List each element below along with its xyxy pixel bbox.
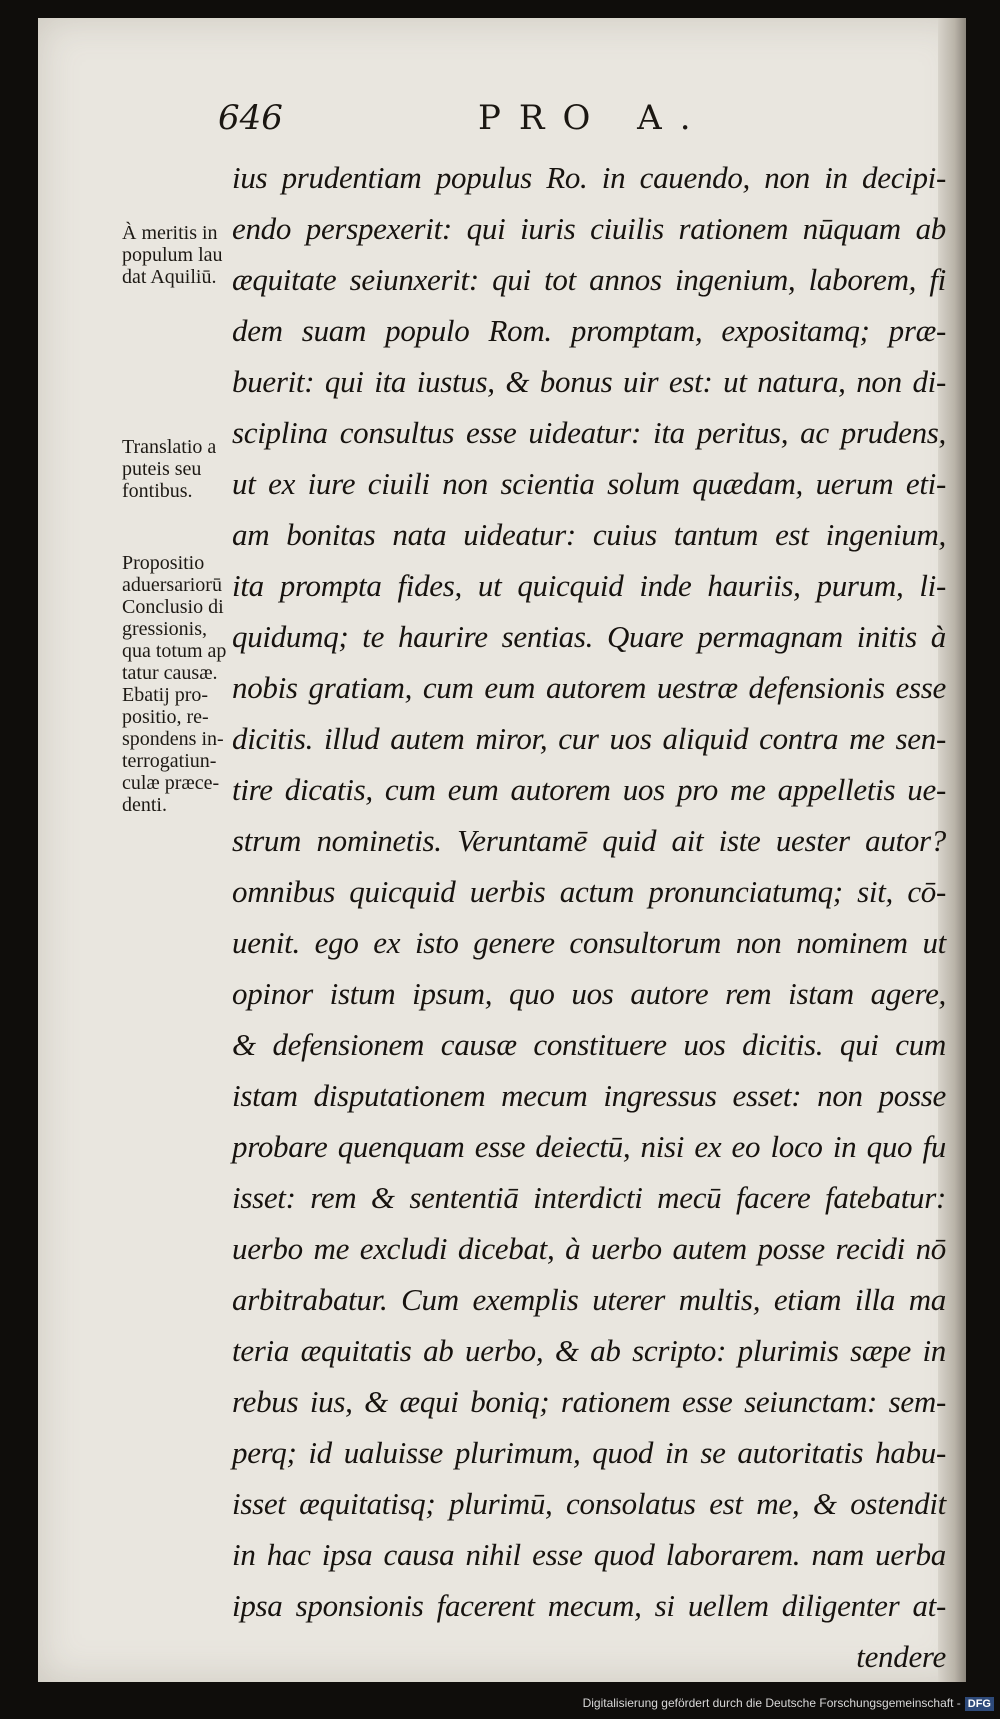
marginal-line: Conclusio di [122,596,224,618]
text-line: strum nominetis. Veruntamē quid ait iste uester autor? [232,823,946,858]
text-line: sciplina consultus esse uideatur: ita peritus, ac prudens, [232,415,946,450]
text-line: opinor istum ipsum, quo uos autore rem istam agere, [232,976,946,1011]
book-page [38,18,966,1682]
main-text-block [232,152,946,1682]
text-line: ius prudentiam populus Ro. in cauendo, non in decipi- [232,160,946,195]
marginal-line: dat Aquiliū. [122,266,217,288]
marginal-line: aduersariorū [122,574,222,596]
marginal-line: populum lau [122,244,223,266]
text-line: rebus ius, & æqui boniq; rationem esse seiunctam: sem- [232,1384,946,1419]
text-line: & defensionem causæ constituere uos dicitis. qui cum [232,1027,946,1062]
marginal-note-3 [122,552,290,816]
text-line: ita prompta fides, ut quicquid inde hauriis, purum, li- [232,568,946,603]
text-line: perq; id ualuisse plurimum, quod in se autoritatis habu- [232,1435,946,1470]
text-line: buerit: qui ita iustus, & bonus uir est: ut natura, non di- [232,364,946,399]
text-line: nobis gratiam, cum eum autorem uestræ defensionis esse [232,670,946,705]
text-line: probare quenquam esse deiectū, nisi ex eo loco in quo fu [232,1129,946,1164]
text-line: endo perspexerit: qui iuris ciuilis rationem nūquam ab [232,211,946,246]
text-line: quidumq; te haurire sentias. Quare permagnam initis à [232,619,946,654]
marginal-line: denti. [122,794,167,816]
marginal-line: Ebatij pro- [122,684,209,706]
running-head [218,98,778,148]
text-line: in hac ipsa causa nihil esse quod laborarem. nam uerba [232,1537,946,1572]
text-line: uerbo me excludi dicebat, à uerbo autem posse recidi nō [232,1231,946,1266]
text-line: teria æquitatis ab uerbo, & ab scripto: plurimis sæpe in [232,1333,946,1368]
marginal-line: Translatio a [122,436,217,458]
marginal-line: terrogatiun- [122,750,217,772]
text-line: æquitate seiunxerit: qui tot annos ingenium, laborem, fi [232,262,946,297]
marginal-line: fontibus. [122,480,193,502]
text-line: ut ex iure ciuili non scientia solum quædam, uerum eti- [232,466,946,501]
text-line: istam disputationem mecum ingressus esset: non posse [232,1078,946,1113]
marginal-line: puteis seu [122,458,202,480]
dfg-logo: DFG [965,1697,994,1711]
text-line: dicitis. illud autem miror, cur uos aliquid contra me sen- [232,721,946,756]
text-line: uenit. ego ex isto genere consultorum non nominem ut [232,925,946,960]
marginal-line: positio, re- [122,706,209,728]
text-line: arbitrabatur. Cum exemplis uterer multis, etiam illa ma [232,1282,946,1317]
marginal-line: qua totum ap [122,640,227,662]
footer-credit: Digitalisierung gefördert durch die Deutsche Forschungsgemeinschaft - [582,1696,961,1710]
text-line: isset: rem & sententiā interdicti mecū facere fatebatur: [232,1180,946,1215]
marginal-line: gressionis, [122,618,207,640]
marginal-note-1 [122,222,290,288]
text-line: omnibus quicquid uerbis actum pronunciatumq; sit, cō- [232,874,946,909]
marginal-line: spondens in- [122,728,224,750]
header-title: PRO A. [478,98,709,138]
marginal-line: À meritis in [122,222,218,244]
text-line: tendere [856,1639,946,1674]
digitization-footer [583,1696,994,1711]
text-line: am bonitas nata uideatur: cuius tantum est ingenium, [232,517,946,552]
text-line: isset æquitatisq; plurimū, consolatus est me, & ostendit [232,1486,946,1521]
marginal-line: tatur causæ. [122,662,218,684]
text-line: ipsa sponsionis facerent mecum, si uellem diligenter at- [232,1588,946,1623]
marginal-line: culæ præce- [122,772,220,794]
text-line: tire dicatis, cum eum autorem uos pro me appelletis ue- [232,772,946,807]
marginal-line: Propositio [122,552,205,574]
marginal-note-2 [122,436,290,502]
page-number: 646 [218,98,283,138]
text-line: dem suam populo Rom. promptam, expositamq; præ- [232,313,946,348]
